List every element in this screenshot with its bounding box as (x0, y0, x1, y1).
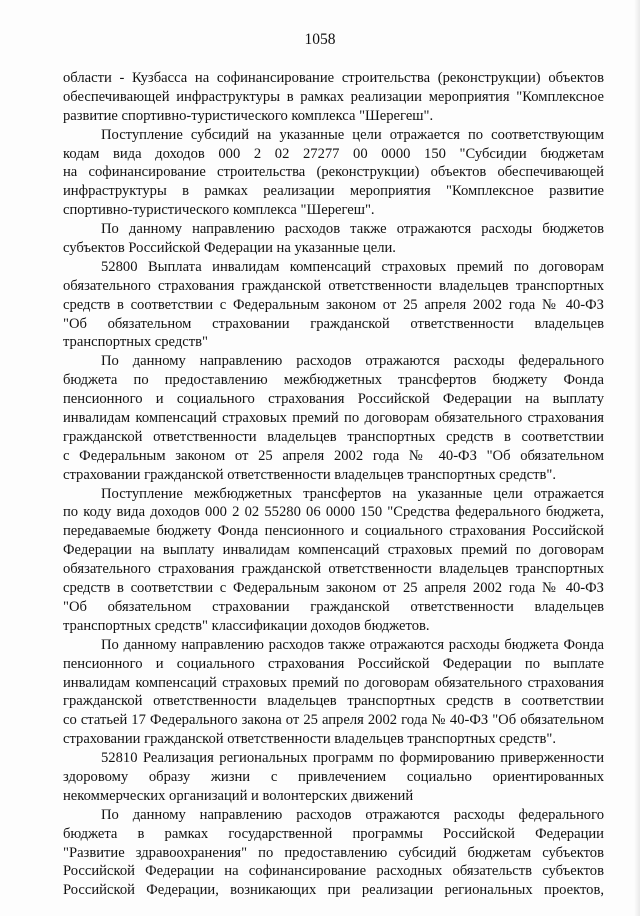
text-line: субъектов Российской Федерации на указанные цели. (63, 240, 396, 257)
text-line: 52800 Выплата инвалидам компенсаций страховых премий по договорам (101, 258, 604, 275)
text-line: страховании гражданской ответственности владельцев транспортных средств". (63, 466, 557, 483)
text-line: По данному направлению расходов также отражаются расходы бюджетов (101, 221, 604, 238)
text-line: обязательного страхования гражданской ответственности владельцев транспортных (63, 561, 604, 578)
text-line: инвалидам компенсаций страховых премий по договорам обязательного страхования (63, 410, 604, 427)
text-line: бюджета по предоставлению межбюджетных трансфертов бюджету Фонда (63, 372, 604, 389)
text-line: Поступление межбюджетных трансфертов на указанные цели отражается (101, 485, 604, 502)
document-body (63, 69, 604, 900)
text-line: гражданской ответственности владельцев транспортных средств в соответствии (63, 693, 604, 710)
text-line: средств в соответствии с Федеральным законом от 25 апреля 2002 года № 40-ФЗ (63, 580, 604, 597)
text-line: инвалидам компенсаций страховых премий по договорам обязательного страхования (63, 674, 604, 691)
text-line: По данному направлению расходов отражаются расходы федерального (101, 806, 604, 823)
text-line: Российской Федерации на софинансирование расходных обязательств субъектов (63, 863, 604, 880)
text-line: 52810 Реализация региональных программ по формированию приверженности (101, 750, 604, 767)
text-line: по коду вида доходов 000 2 02 55280 06 0000 150 "Средства федерального бюджета, (63, 504, 604, 521)
text-line: со статьей 17 Федерального закона от 25 апреля 2002 года № 40-ФЗ "Об обязательном (63, 712, 604, 729)
text-line: средств в соответствии с Федеральным законом от 25 апреля 2002 года № 40-ФЗ (63, 296, 604, 313)
text-line: кодам вида доходов 000 2 02 27277 00 0000 150 "Субсидии бюджетам (63, 145, 604, 162)
text-line: пенсионного и социального страхования Российской Федерации по выплате (63, 655, 604, 672)
text-line: некоммерческих организаций и волонтерских движений (63, 787, 414, 804)
text-line: страховании гражданской ответственности владельцев транспортных средств". (63, 731, 557, 748)
page-number: 1058 (304, 31, 336, 48)
text-line: с Федеральным законом от 25 апреля 2002 года № 40-ФЗ "Об обязательном (63, 447, 604, 464)
text-line: области - Кузбасса на софинансирование строительства (реконструкции) объектов (63, 70, 604, 86)
scan-edge-shadow (634, 0, 640, 916)
text-line: здоровому образу жизни с привлечением социально ориентированных (63, 768, 604, 785)
text-line: обеспечивающей инфраструктуры в рамках реализации мероприятия "Комплексное (63, 88, 604, 105)
text-line: Российской Федерации, возникающих при реализации региональных проектов, (63, 882, 604, 899)
text-line: По данному направлению расходов отражаются расходы федерального (101, 353, 604, 370)
text-line: По данному направлению расходов также отражаются расходы бюджета Фонда (101, 636, 604, 653)
text-line: транспортных средств" (63, 334, 208, 351)
text-line: "Об обязательном страховании гражданской ответственности владельцев (63, 315, 604, 332)
text-line: "Об обязательном страховании гражданской ответственности владельцев (63, 598, 604, 615)
text-line: инфраструктуры в рамках реализации мероприятия "Комплексное развитие (63, 183, 604, 200)
text-line: гражданской ответственности владельцев транспортных средств в соответствии (63, 428, 604, 445)
text-line: бюджета в рамках государственной программы Российской Федерации (63, 825, 604, 842)
text-line: Поступление субсидий на указанные цели отражается по соответствующим (101, 126, 604, 143)
text-line: спортивно-туристического комплекса "Шерегеш". (63, 202, 375, 219)
text-line: пенсионного и социального страхования Российской Федерации на выплату (63, 391, 604, 408)
text-line: "Развитие здравоохранения" по предоставлению субсидий бюджетам субъектов (63, 844, 604, 861)
text-line: развитие спортивно-туристического комплекса "Шерегеш". (63, 107, 434, 124)
text-line: на софинансирование строительства (реконструкции) объектов обеспечивающей (63, 164, 604, 181)
text-line: передаваемые бюджету Фонда пенсионного и социального страхования Российской (63, 523, 604, 540)
text-line: Федерации на выплату инвалидам компенсаций страховых премий по договорам (63, 542, 604, 559)
text-line: транспортных средств" классификации доходов бюджетов. (63, 617, 430, 634)
text-line: обязательного страхования гражданской ответственности владельцев транспортных (63, 277, 604, 294)
